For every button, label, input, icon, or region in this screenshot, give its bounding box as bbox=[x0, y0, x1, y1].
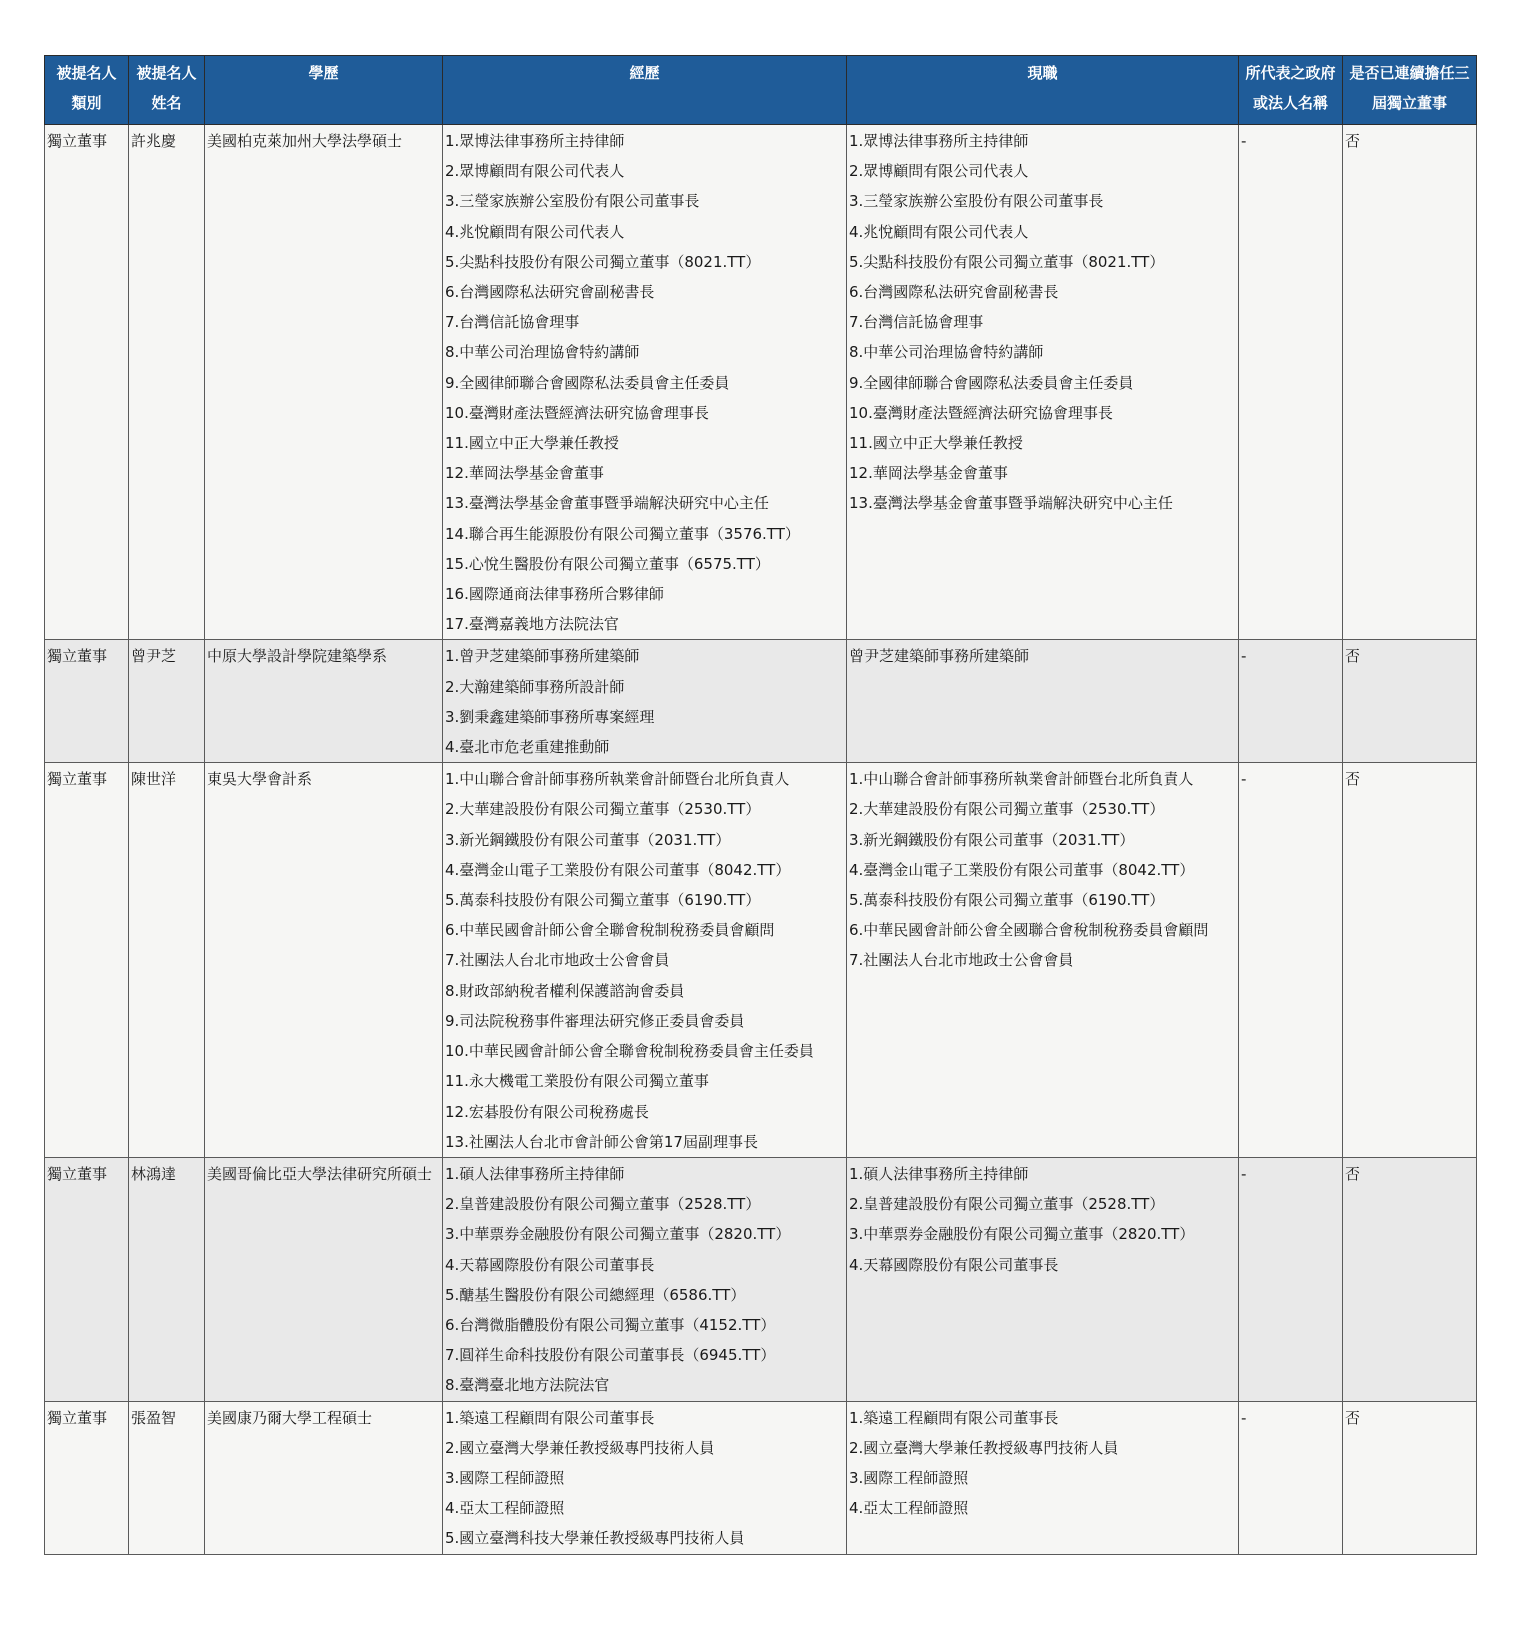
nominee-category: 獨立董事 bbox=[45, 125, 129, 640]
nominee-consecutive-terms: 否 bbox=[1343, 125, 1477, 640]
nominee-current-position bbox=[847, 1401, 1239, 1554]
list-line: 12.華岡法學基金會董事 bbox=[849, 464, 1008, 483]
list-line: 8.財政部納稅者權利保護諮詢會委員 bbox=[445, 981, 685, 1000]
nominee-education: 美國哥倫比亞大學法律研究所碩士 bbox=[205, 1157, 443, 1401]
list-line: 9.司法院稅務事件審理法研究修正委員會委員 bbox=[445, 1011, 745, 1030]
list-line: 6.台灣國際私法研究會副秘書長 bbox=[445, 283, 655, 302]
list-line: 3.中華票券金融股份有限公司獨立董事（2820.TT） bbox=[445, 1225, 791, 1244]
list-line: 11.國立中正大學兼任教授 bbox=[849, 434, 1023, 453]
header-consecutive-terms: 是否已連續擔任三 屆獨立董事 bbox=[1343, 56, 1477, 125]
list-line: 6.台灣微脂體股份有限公司獨立董事（4152.TT） bbox=[445, 1315, 776, 1334]
nominee-consecutive-terms: 否 bbox=[1343, 1401, 1477, 1554]
nominee-current-position bbox=[847, 763, 1239, 1158]
list-line: 5.萬泰科技股份有限公司獨立董事（6190.TT） bbox=[849, 891, 1165, 910]
nominee-education: 中原大學設計學院建築學系 bbox=[205, 640, 443, 763]
table-row bbox=[45, 640, 1477, 763]
list-line: 1.中山聯合會計師事務所執業會計師暨台北所負責人 bbox=[849, 770, 1194, 789]
list-line: 6.台灣國際私法研究會副秘書長 bbox=[849, 283, 1059, 302]
list-line: 1.碩人法律事務所主持律師 bbox=[849, 1164, 1029, 1183]
list-line: 2.大華建設股份有限公司獨立董事（2530.TT） bbox=[445, 800, 761, 819]
table-body bbox=[45, 125, 1477, 1555]
table-row bbox=[45, 1401, 1477, 1554]
nominee-represented-entity: - bbox=[1239, 763, 1343, 1158]
list-line: 8.臺灣臺北地方法院法官 bbox=[445, 1376, 610, 1395]
list-line: 4.亞太工程師證照 bbox=[849, 1499, 969, 1518]
nominee-consecutive-terms: 否 bbox=[1343, 763, 1477, 1158]
list-line: 13.臺灣法學基金會董事暨爭端解決研究中心主任 bbox=[445, 494, 769, 513]
list-line: 17.臺灣嘉義地方法院法官 bbox=[445, 615, 619, 634]
list-line: 1.築遠工程顧問有限公司董事長 bbox=[445, 1408, 655, 1427]
list-line: 10.臺灣財產法暨經濟法研究協會理事長 bbox=[445, 403, 709, 422]
list-line: 1.曾尹芝建築師事務所建築師 bbox=[445, 647, 640, 666]
header-represented-entity: 所代表之政府 或法人名稱 bbox=[1239, 56, 1343, 125]
nominee-education: 美國柏克萊加州大學法學碩士 bbox=[205, 125, 443, 640]
list-line: 2.國立臺灣大學兼任教授級專門技術人員 bbox=[445, 1438, 715, 1457]
list-line: 1.碩人法律事務所主持律師 bbox=[445, 1164, 625, 1183]
nominee-current-position bbox=[847, 640, 1239, 763]
list-line: 13.臺灣法學基金會董事暨爭端解決研究中心主任 bbox=[849, 494, 1173, 513]
nominee-education: 美國康乃爾大學工程碩士 bbox=[205, 1401, 443, 1554]
list-line: 15.心悅生醫股份有限公司獨立董事（6575.TT） bbox=[445, 554, 770, 573]
list-line: 4.天幕國際股份有限公司董事長 bbox=[445, 1255, 655, 1274]
list-line: 4.亞太工程師證照 bbox=[445, 1499, 565, 1518]
nominee-category: 獨立董事 bbox=[45, 1157, 129, 1401]
list-line: 2.眾博顧問有限公司代表人 bbox=[849, 162, 1029, 181]
header-name: 被提名人 姓名 bbox=[129, 56, 205, 125]
nominee-experience bbox=[443, 763, 847, 1158]
list-line: 3.三瑩家族辦公室股份有限公司董事長 bbox=[445, 192, 700, 211]
list-line: 5.尖點科技股份有限公司獨立董事（8021.TT） bbox=[849, 252, 1165, 271]
list-line: 6.中華民國會計師公會全聯會稅制稅務委員會顧問 bbox=[445, 921, 775, 940]
header-category: 被提名人 類別 bbox=[45, 56, 129, 125]
nominee-name: 許兆慶 bbox=[129, 125, 205, 640]
list-line: 1.築遠工程顧問有限公司董事長 bbox=[849, 1408, 1059, 1427]
nominee-name: 曾尹芝 bbox=[129, 640, 205, 763]
list-line: 14.聯合再生能源股份有限公司獨立董事（3576.TT） bbox=[445, 524, 800, 543]
list-line: 7.社團法人台北市地政士公會會員 bbox=[445, 951, 670, 970]
list-line: 2.皇普建設股份有限公司獨立董事（2528.TT） bbox=[445, 1195, 761, 1214]
list-line: 10.臺灣財產法暨經濟法研究協會理事長 bbox=[849, 403, 1113, 422]
list-line: 2.國立臺灣大學兼任教授級專門技術人員 bbox=[849, 1438, 1119, 1457]
list-line: 7.社團法人台北市地政士公會會員 bbox=[849, 951, 1074, 970]
list-line: 12.華岡法學基金會董事 bbox=[445, 464, 604, 483]
table-row bbox=[45, 763, 1477, 1158]
list-line: 4.臺灣金山電子工業股份有限公司董事（8042.TT） bbox=[849, 860, 1195, 879]
list-line: 9.全國律師聯合會國際私法委員會主任委員 bbox=[445, 373, 730, 392]
list-line: 3.國際工程師證照 bbox=[849, 1468, 969, 1487]
list-line: 曾尹芝建築師事務所建築師 bbox=[849, 647, 1030, 666]
nominee-represented-entity: - bbox=[1239, 640, 1343, 763]
header-current-position: 現職 bbox=[847, 56, 1239, 125]
list-line: 1.眾博法律事務所主持律師 bbox=[445, 132, 625, 150]
nominee-experience bbox=[443, 640, 847, 763]
list-line: 1.中山聯合會計師事務所執業會計師暨台北所負責人 bbox=[445, 770, 790, 789]
table-row bbox=[45, 125, 1477, 640]
nominee-category: 獨立董事 bbox=[45, 1401, 129, 1554]
list-line: 12.宏碁股份有限公司稅務處長 bbox=[445, 1102, 649, 1121]
list-line: 8.中華公司治理協會特約講師 bbox=[849, 343, 1044, 362]
nominee-category: 獨立董事 bbox=[45, 640, 129, 763]
list-line: 11.永大機電工業股份有限公司獨立董事 bbox=[445, 1072, 709, 1091]
nominee-current-position bbox=[847, 125, 1239, 640]
list-line: 10.中華民國會計師公會全聯會稅制稅務委員會主任委員 bbox=[445, 1042, 814, 1061]
list-line: 5.尖點科技股份有限公司獨立董事（8021.TT） bbox=[445, 252, 761, 271]
list-line: 1.眾博法律事務所主持律師 bbox=[849, 132, 1029, 150]
header-experience: 經歷 bbox=[443, 56, 847, 125]
header-row bbox=[45, 56, 1477, 125]
nominee-represented-entity: - bbox=[1239, 125, 1343, 640]
nominee-table-container bbox=[44, 55, 1476, 1555]
nominee-table bbox=[44, 55, 1477, 1555]
nominee-consecutive-terms: 否 bbox=[1343, 640, 1477, 763]
nominee-consecutive-terms: 否 bbox=[1343, 1157, 1477, 1401]
nominee-category: 獨立董事 bbox=[45, 763, 129, 1158]
list-line: 4.臺北市危老重建推動師 bbox=[445, 738, 610, 757]
list-line: 13.社團法人台北市會計師公會第17屆副理事長 bbox=[445, 1132, 758, 1151]
list-line: 5.萬泰科技股份有限公司獨立董事（6190.TT） bbox=[445, 891, 761, 910]
nominee-current-position bbox=[847, 1157, 1239, 1401]
list-line: 16.國際通商法律事務所合夥律師 bbox=[445, 585, 664, 604]
list-line: 2.皇普建設股份有限公司獨立董事（2528.TT） bbox=[849, 1195, 1165, 1214]
list-line: 4.兆悅顧問有限公司代表人 bbox=[445, 222, 625, 241]
list-line: 2.大瀚建築師事務所設計師 bbox=[445, 677, 625, 696]
list-line: 9.全國律師聯合會國際私法委員會主任委員 bbox=[849, 373, 1134, 392]
list-line: 8.中華公司治理協會特約講師 bbox=[445, 343, 640, 362]
nominee-represented-entity: - bbox=[1239, 1401, 1343, 1554]
nominee-represented-entity: - bbox=[1239, 1157, 1343, 1401]
list-line: 3.三瑩家族辦公室股份有限公司董事長 bbox=[849, 192, 1104, 211]
list-line: 2.眾博顧問有限公司代表人 bbox=[445, 162, 625, 181]
list-line: 4.兆悅顧問有限公司代表人 bbox=[849, 222, 1029, 241]
header-education: 學歷 bbox=[205, 56, 443, 125]
list-line: 7.台灣信託協會理事 bbox=[849, 313, 984, 332]
nominee-experience bbox=[443, 1157, 847, 1401]
nominee-experience bbox=[443, 125, 847, 640]
list-line: 3.中華票券金融股份有限公司獨立董事（2820.TT） bbox=[849, 1225, 1195, 1244]
list-line: 7.圓祥生命科技股份有限公司董事長（6945.TT） bbox=[445, 1346, 776, 1365]
list-line: 7.台灣信託協會理事 bbox=[445, 313, 580, 332]
list-line: 3.國際工程師證照 bbox=[445, 1468, 565, 1487]
list-line: 4.天幕國際股份有限公司董事長 bbox=[849, 1255, 1059, 1274]
nominee-name: 張盈智 bbox=[129, 1401, 205, 1554]
table-row bbox=[45, 1157, 1477, 1401]
list-line: 3.新光鋼鐵股份有限公司董事（2031.TT） bbox=[849, 830, 1135, 849]
list-line: 3.新光鋼鐵股份有限公司董事（2031.TT） bbox=[445, 830, 731, 849]
nominee-name: 林鴻達 bbox=[129, 1157, 205, 1401]
list-line: 5.醣基生醫股份有限公司總經理（6586.TT） bbox=[445, 1285, 746, 1304]
list-line: 11.國立中正大學兼任教授 bbox=[445, 434, 619, 453]
list-line: 6.中華民國會計師公會全國聯合會稅制稅務委員會顧問 bbox=[849, 921, 1209, 940]
list-line: 4.臺灣金山電子工業股份有限公司董事（8042.TT） bbox=[445, 860, 791, 879]
list-line: 5.國立臺灣科技大學兼任教授級專門技術人員 bbox=[445, 1529, 745, 1548]
list-line: 2.大華建設股份有限公司獨立董事（2530.TT） bbox=[849, 800, 1165, 819]
nominee-experience bbox=[443, 1401, 847, 1554]
nominee-education: 東吳大學會計系 bbox=[205, 763, 443, 1158]
list-line: 3.劉秉鑫建築師事務所專案經理 bbox=[445, 707, 655, 726]
nominee-name: 陳世洋 bbox=[129, 763, 205, 1158]
